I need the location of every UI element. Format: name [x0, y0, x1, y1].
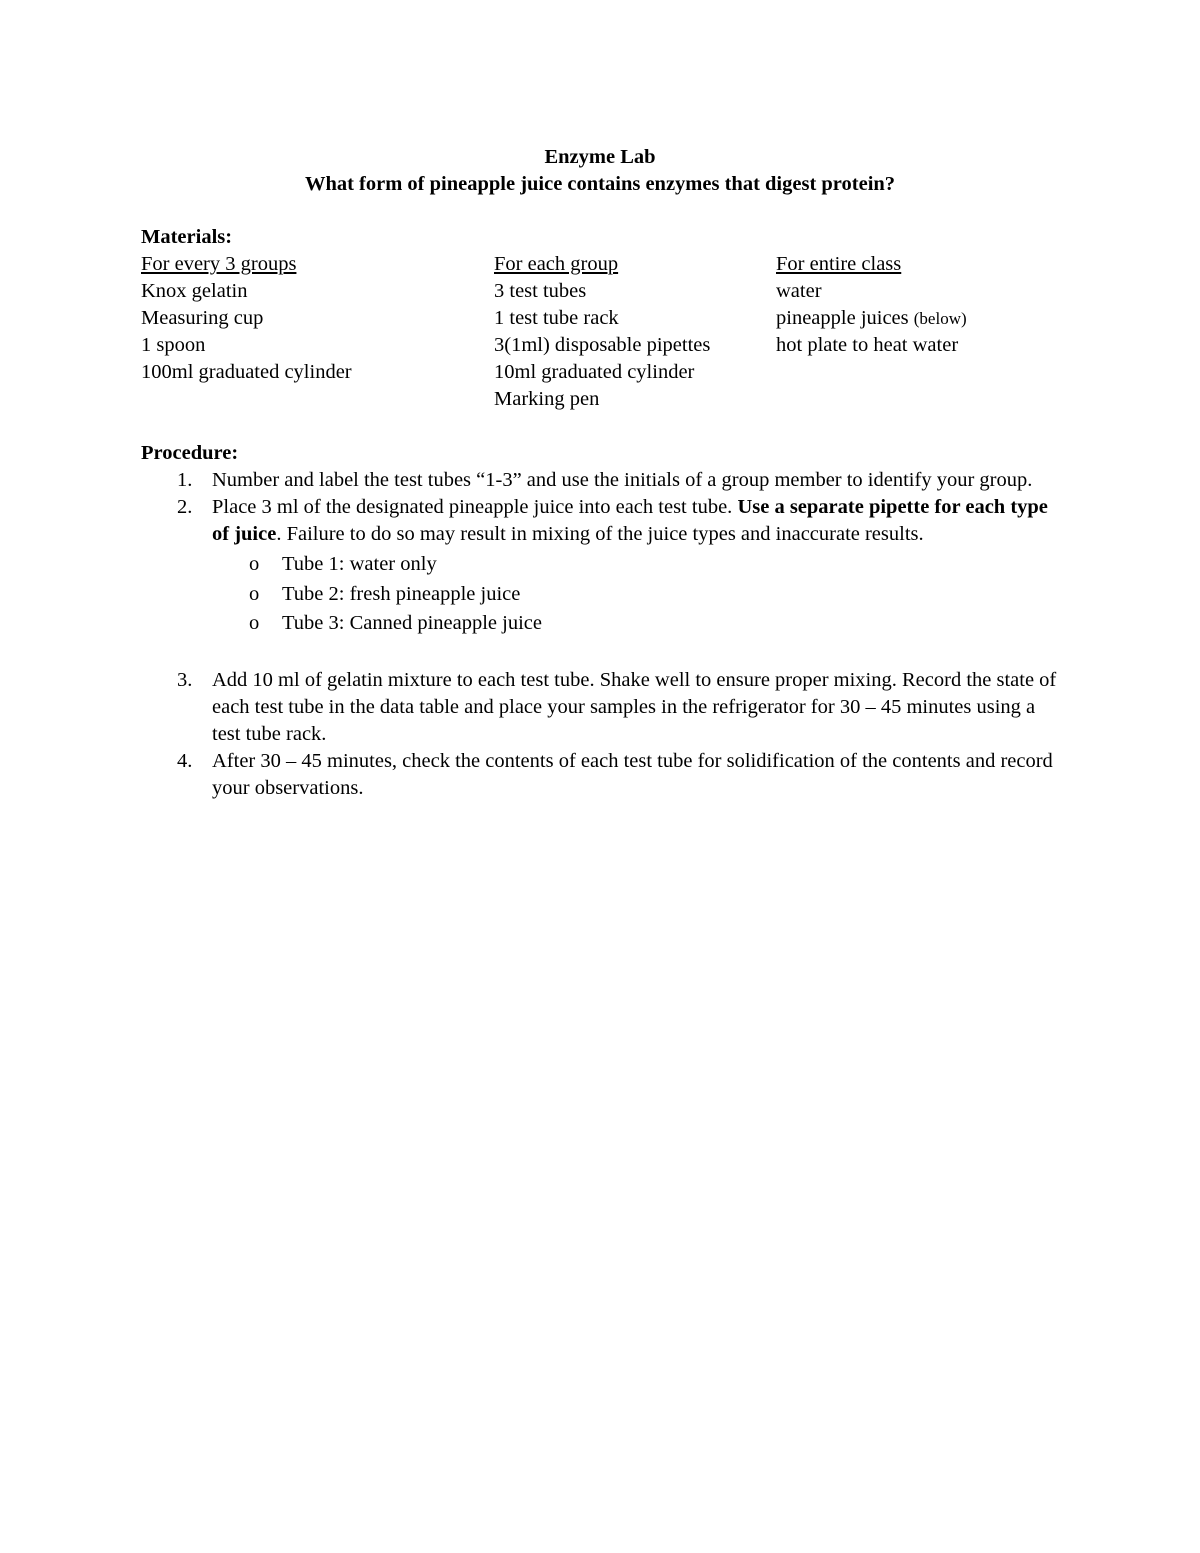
procedure-step — [141, 494, 1061, 639]
material-item: Marking pen — [494, 388, 600, 410]
bullet-icon: o — [249, 582, 260, 605]
step-number: 3. — [177, 668, 193, 691]
materials-column-each-group — [494, 251, 710, 413]
materials-column-every-3-groups — [141, 251, 352, 386]
material-item: water — [776, 280, 822, 302]
material-item: 1 spoon — [141, 334, 206, 356]
step-text: Add 10 ml of gelatin mixture to each test tube. Shake well to ensure proper mixing. Record the state of each test tube in the data table and place your samples in the refrigerator for 30 – 45 minutes using a test tube rack. — [212, 668, 1057, 745]
material-item: Measuring cup — [141, 307, 264, 329]
bullet-icon: o — [249, 612, 260, 634]
materials-column-header: For each group — [494, 253, 619, 275]
tube-item-text: Tube 1: water only — [282, 553, 437, 575]
material-item-text: pineapple juices — [776, 307, 909, 329]
procedure-step — [141, 667, 1061, 748]
materials-heading: Materials: — [141, 226, 233, 248]
tube-item — [212, 550, 1061, 580]
tube-item — [212, 609, 1061, 639]
spacer — [141, 639, 1061, 667]
step-number: 2. — [177, 496, 193, 518]
procedure-step — [141, 748, 1061, 802]
material-item-note: (below) — [913, 309, 967, 328]
step-number: 1. — [177, 469, 193, 491]
tube-list — [212, 550, 1061, 639]
title-block — [0, 144, 1200, 198]
document-subtitle: What form of pineapple juice contains enzymes that digest protein? — [304, 173, 896, 195]
step-number: 4. — [177, 749, 193, 772]
materials-column-header: For entire class — [776, 253, 902, 275]
material-item: Knox gelatin — [141, 280, 248, 302]
document-title: Enzyme Lab — [544, 146, 656, 168]
procedure-step — [141, 467, 1061, 494]
tube-item-text: Tube 3: Canned pineapple juice — [282, 612, 542, 634]
material-item: 100ml graduated cylinder — [141, 361, 352, 383]
material-item: 3 test tubes — [494, 280, 587, 302]
tube-item — [212, 580, 1061, 610]
step-emphasis: Use a separate pipette for each type of juice — [212, 496, 1048, 545]
material-item: 1 test tube rack — [494, 307, 619, 329]
step-text: Number and label the test tubes “1-3” and use the initials of a group member to identify your group. — [212, 469, 1033, 491]
materials-column-entire-class — [776, 251, 967, 359]
tube-item-text: Tube 2: fresh pineapple juice — [282, 582, 521, 605]
materials-column-header: For every 3 groups — [141, 253, 297, 275]
step-text: Place 3 ml of the designated pineapple juice into each test tube. — [212, 496, 738, 518]
bullet-icon: o — [249, 553, 260, 575]
material-item: hot plate to heat water — [776, 334, 959, 356]
procedure-steps — [141, 467, 1061, 802]
step-text: After 30 – 45 minutes, check the contents of each test tube for solidification of the contents and record your observations. — [212, 749, 1053, 799]
procedure-heading: Procedure: — [141, 442, 239, 464]
step-text: . Failure to do so may result in mixing of the juice types and inaccurate results. — [276, 523, 924, 545]
material-item: 3(1ml) disposable pipettes — [494, 334, 711, 356]
material-item — [776, 305, 967, 332]
material-item: 10ml graduated cylinder — [494, 361, 695, 383]
